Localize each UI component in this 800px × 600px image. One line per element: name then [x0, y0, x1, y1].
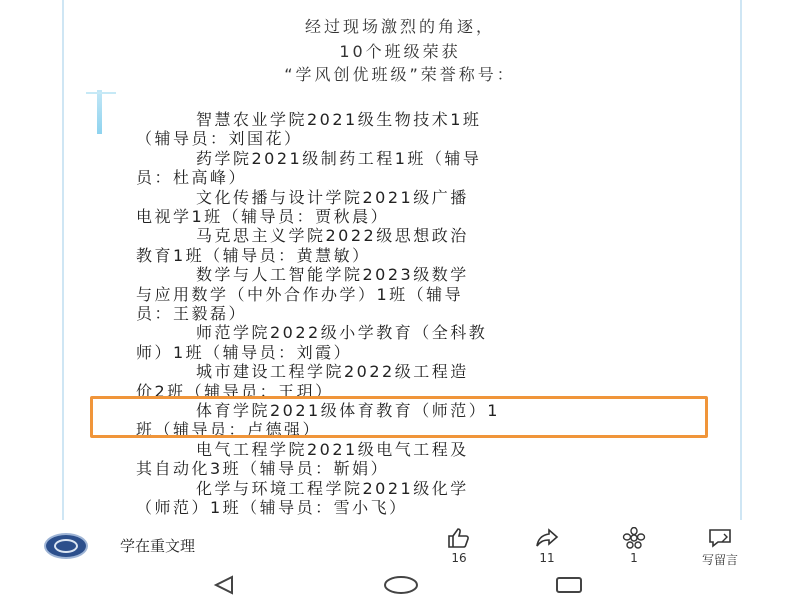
class-list-line: 教育1班（辅导员：黄慧敏）: [136, 245, 371, 265]
share-count: 11: [539, 551, 555, 565]
class-list-line: 师范学院2022级小学教育（全科教: [196, 323, 488, 343]
like-button[interactable]: [429, 527, 489, 565]
like-count: 16: [451, 551, 467, 565]
intro-line: 经过现场激烈的角逐，: [304, 17, 495, 36]
recommend-button[interactable]: [604, 527, 664, 565]
comment-button[interactable]: [690, 527, 750, 568]
class-list-line: 员：杜高峰）: [136, 168, 248, 188]
intro-line: 10个班级荣获: [339, 42, 461, 61]
class-list-line: 文化传播与设计学院2021级广播: [196, 187, 469, 207]
class-list-line: 与应用数学（中外合作办学）1班（辅导: [136, 284, 464, 304]
class-list-line: 价2班（辅导员：王玥）: [136, 381, 334, 401]
class-list-line: 体育学院2021级体育教育（师范）1: [196, 401, 500, 420]
class-list-line: 智慧农业学院2021级生物技术1班: [196, 110, 482, 129]
class-list-line: 城市建设工程学院2022级工程造: [196, 362, 469, 382]
recents-square-icon[interactable]: [554, 574, 584, 596]
account-logo[interactable]: [44, 533, 88, 559]
comment-label: 写留言: [701, 553, 738, 567]
comment-icon: [707, 527, 733, 549]
class-list-line: （师范）1班（辅导员：雪小飞）: [136, 498, 408, 517]
class-list-line: 马克思主义学院2022级思想政治: [196, 226, 469, 246]
intro-line: “学风创优班级”荣誉称号：: [284, 65, 516, 84]
back-triangle-icon[interactable]: [212, 574, 236, 596]
class-list-line: 药学院2021级制药工程1班（辅导: [196, 148, 482, 168]
home-circle-icon[interactable]: [382, 574, 420, 596]
share-button[interactable]: [517, 527, 577, 565]
class-list-line: 电视学1班（辅导员：贾秋晨）: [136, 207, 390, 226]
class-list-line: 化学与环境工程学院2021级化学: [196, 478, 469, 498]
class-list-line: （辅导员：刘国花）: [136, 129, 303, 149]
class-list-line: 电气工程学院2021级电气工程及: [196, 439, 469, 459]
class-list-line: 其自动化3班（辅导员：靳娟）: [136, 459, 390, 479]
decorative-line: [86, 92, 116, 94]
class-list-line: 员：王毅磊）: [136, 304, 248, 323]
recommend-count: 1: [630, 551, 638, 565]
decorative-line: [97, 90, 102, 134]
class-list-line: 班（辅导员：卢德强）: [136, 420, 322, 440]
class-list-line: 数学与人工智能学院2023级数学: [196, 265, 469, 285]
share-arrow-icon: [534, 527, 560, 549]
class-list-line: 师）1班（辅导员：刘霞）: [136, 342, 353, 362]
account-name[interactable]: 学在重文理: [120, 537, 196, 555]
highlight-box: [90, 396, 708, 438]
thumbs-up-icon: [447, 527, 471, 549]
flower-icon: [621, 527, 647, 549]
